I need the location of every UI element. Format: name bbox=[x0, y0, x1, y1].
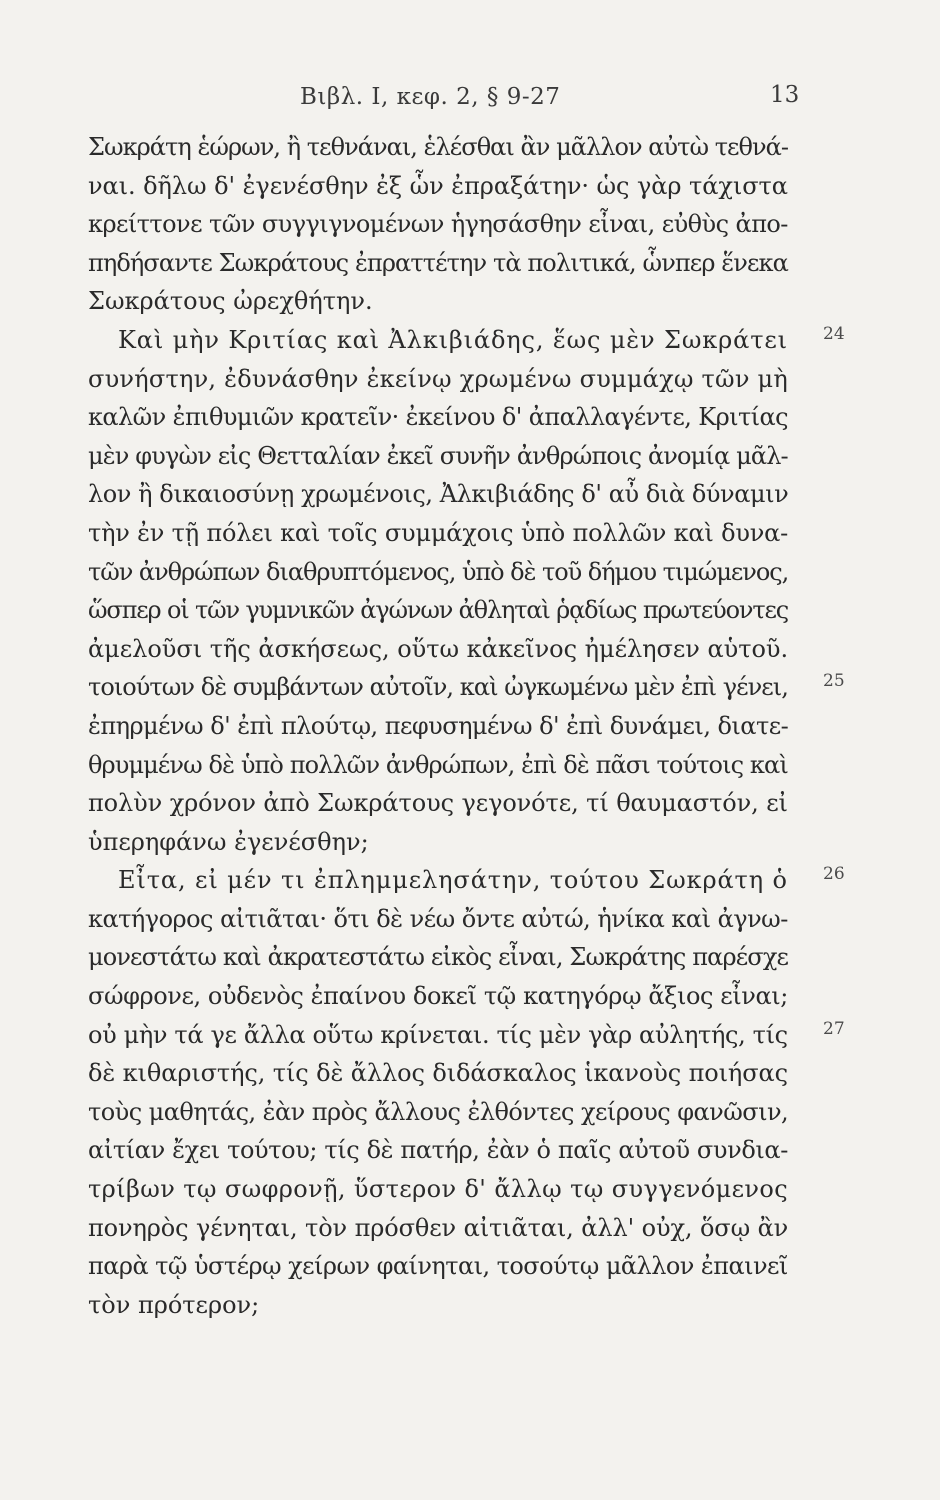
line-text: ὥσπερ οἱ τῶν γυμνικῶν ἀγώνων ἀθληταὶ ῥᾳδίως πρωτεύοντες bbox=[88, 596, 789, 625]
line-text: μονεστάτω καὶ ἀκρατεστάτω εἰκὸς εἶναι, Σωκράτης παρέσχε bbox=[88, 943, 789, 972]
line-text: θρυμμένω δὲ ὑπὸ πολλῶν ἀνθρώπων, ἐπὶ δὲ πᾶσι τούτοις καὶ bbox=[88, 750, 788, 779]
text-line bbox=[88, 514, 848, 553]
text-line bbox=[88, 398, 848, 437]
line-text: τὴν ἐν τῇ πόλει καὶ τοῖς συμμάχοις ὑπὸ πολλῶν καὶ δυνα- bbox=[88, 518, 789, 547]
text-line bbox=[88, 244, 848, 283]
line-text: Σωκράτους ὠρεχθήτην. bbox=[88, 287, 373, 316]
line-text: Σωκράτη ἑώρων, ἢ τεθνάναι, ἑλέσθαι ἂν μᾶλλον αὐτὼ τεθνά- bbox=[88, 133, 789, 161]
section-number: 26 bbox=[823, 864, 845, 885]
line-text: Καὶ μὴν Κριτίας καὶ Ἀλκιβιάδης, ἕως μὲν Σωκράτει bbox=[118, 325, 788, 354]
line-text: κρείττονε τῶν συγγιγνομένων ἡγησάσθην εἶναι, εὐθὺς ἀπο- bbox=[88, 210, 788, 239]
section-number: 27 bbox=[823, 1018, 845, 1039]
text-line bbox=[88, 1131, 848, 1170]
line-text: σώφρονε, οὐδενὸς ἐπαίνου δοκεῖ τῷ κατηγόρῳ ἄξιος εἶναι; bbox=[88, 982, 788, 1011]
text-line bbox=[88, 360, 848, 399]
line-text: πηδήσαντε Σωκράτους ἐπραττέτην τὰ πολιτικά, ὧνπερ ἕνεκα bbox=[88, 248, 788, 277]
text-line bbox=[88, 591, 848, 630]
text-line bbox=[88, 1016, 848, 1055]
section-number: 25 bbox=[823, 671, 845, 692]
text-line bbox=[88, 553, 848, 592]
line-text: τοιούτων δὲ συμβάντων αὐτοῖν, καὶ ὠγκωμένω μὲν ἐπὶ γένει, bbox=[88, 673, 788, 702]
line-text: ναι. δῆλω δ' ἐγενέσθην ἐξ ὧν ἐπραξάτην· ὡς γὰρ τάχιστα bbox=[88, 171, 788, 200]
text-line bbox=[88, 900, 848, 939]
text-line bbox=[88, 437, 848, 476]
line-text: αἰτίαν ἔχει τούτου; τίς δὲ πατήρ, ἐὰν ὁ παῖς αὐτοῦ συνδια- bbox=[88, 1136, 788, 1165]
text-line bbox=[88, 1054, 848, 1093]
running-head: Βιβλ. Ι, κεφ. 2, § 9-27 bbox=[300, 84, 561, 110]
page-number: 13 bbox=[770, 82, 800, 108]
text-line bbox=[88, 321, 848, 360]
text-line bbox=[88, 823, 848, 862]
line-text: πολὺν χρόνον ἀπὸ Σωκράτους γεγονότε, τί θαυμαστόν, εἰ bbox=[88, 789, 788, 818]
text-line bbox=[88, 977, 848, 1016]
line-text: δὲ κιθαριστής, τίς δὲ ἄλλος διδάσκαλος ἱκανοὺς ποιήσας bbox=[88, 1059, 788, 1088]
line-text: μὲν φυγὼν εἰς Θετταλίαν ἐκεῖ συνῆν ἀνθρώποις ἀνομίᾳ μᾶλ- bbox=[88, 441, 788, 470]
line-text: παρὰ τῷ ὑστέρῳ χείρων φαίνηται, τοσούτῳ μᾶλλον ἐπαινεῖ bbox=[88, 1252, 788, 1281]
text-line bbox=[88, 205, 848, 244]
text-line bbox=[88, 668, 848, 707]
page-header bbox=[0, 78, 940, 118]
text-line bbox=[88, 1247, 848, 1286]
line-text: οὐ μὴν τά γε ἄλλα οὕτω κρίνεται. τίς μὲν γὰρ αὐλητής, τίς bbox=[88, 1020, 788, 1049]
text-line bbox=[88, 746, 848, 785]
text-line bbox=[88, 1093, 848, 1132]
line-text: τοὺς μαθητάς, ἐὰν πρὸς ἄλλους ἐλθόντες χείρους φανῶσιν, bbox=[88, 1097, 789, 1126]
section-number: 24 bbox=[823, 323, 845, 344]
line-text: πονηρὸς γένηται, τὸν πρόσθεν αἰτιᾶται, ἀλλ' οὐχ, ὅσῳ ἂν bbox=[88, 1213, 789, 1242]
line-text: συνήστην, ἐδυνάσθην ἐκείνῳ χρωμένω συμμάχῳ τῶν μὴ bbox=[88, 364, 788, 393]
text-line bbox=[88, 938, 848, 977]
text-line bbox=[88, 707, 848, 746]
line-text: τρίβων τῳ σωφρονῇ, ὕστερον δ' ἄλλῳ τῳ συγγενόμενος bbox=[88, 1175, 789, 1204]
line-text: ἀμελοῦσι τῆς ἀσκήσεως, οὕτω κἀκεῖνος ἠμέλησεν αὑτοῦ. bbox=[88, 634, 789, 663]
text-line bbox=[88, 630, 848, 669]
text-line bbox=[88, 1170, 848, 1209]
line-text: λον ἢ δικαιοσύνῃ χρωμένοις, Ἀλκιβιάδης δ' αὖ διὰ δύναμιν bbox=[88, 480, 789, 509]
line-text: ἐπηρμένω δ' ἐπὶ πλούτῳ, πεφυσημένω δ' ἐπὶ δυνάμει, διατε- bbox=[88, 711, 789, 740]
body-text bbox=[88, 128, 848, 1324]
line-text: ὑπερηφάνω ἐγενέσθην; bbox=[88, 827, 369, 856]
text-line bbox=[88, 1286, 848, 1325]
line-text: καλῶν ἐπιθυμιῶν κρατεῖν· ἐκείνου δ' ἀπαλλαγέντε, Κριτίας bbox=[88, 403, 788, 432]
line-text: κατήγορος αἰτιᾶται· ὅτι δὲ νέω ὄντε αὐτώ, ἡνίκα καὶ ἀγνω- bbox=[88, 904, 788, 933]
text-line bbox=[88, 1209, 848, 1248]
line-text: τὸν πρότερον; bbox=[88, 1290, 260, 1319]
text-line bbox=[88, 282, 848, 321]
line-text: Εἶτα, εἰ μέν τι ἐπλημμελησάτην, τούτου Σωκράτη ὁ bbox=[118, 866, 788, 895]
text-line bbox=[88, 861, 848, 900]
text-line bbox=[88, 167, 848, 206]
text-line bbox=[88, 475, 848, 514]
text-line bbox=[88, 128, 848, 167]
line-text: τῶν ἀνθρώπων διαθρυπτόμενος, ὑπὸ δὲ τοῦ δήμου τιμώμενος, bbox=[88, 557, 789, 586]
text-line bbox=[88, 784, 848, 823]
